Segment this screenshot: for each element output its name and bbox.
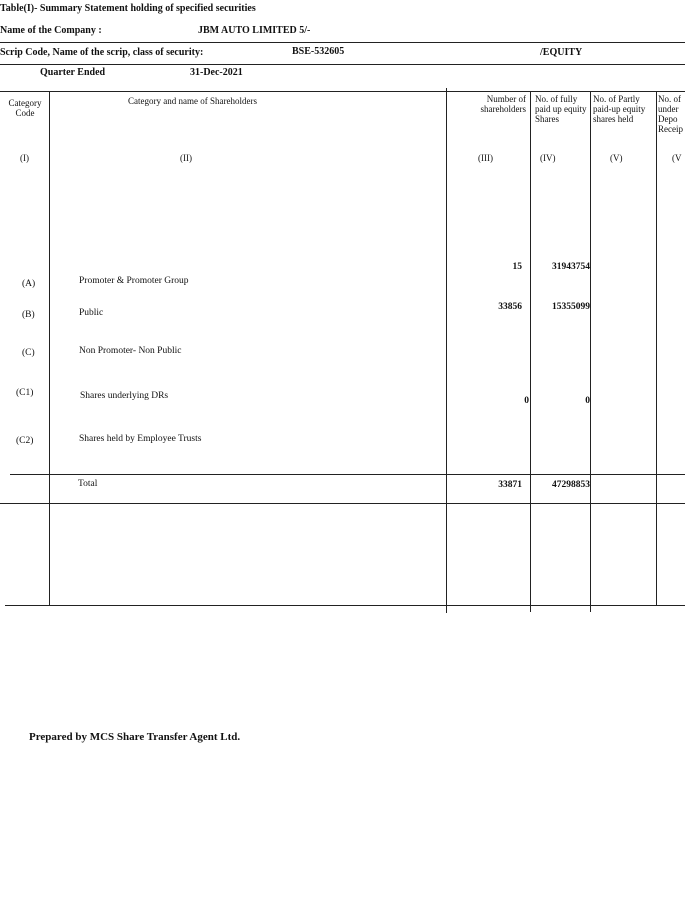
row-name: Non Promoter- Non Public <box>79 346 182 356</box>
total-holders: 33871 <box>498 480 522 490</box>
col-numeral: (III) <box>478 153 493 163</box>
col-header-partly-paid: No. of Partly paid-up equity shares held <box>593 94 646 124</box>
col-numeral: (I) <box>20 153 29 163</box>
row-code: (C) <box>22 348 35 358</box>
col-divider <box>446 88 447 613</box>
col-header-category-code: Category Code <box>8 98 42 118</box>
prepared-by: Prepared by MCS Share Transfer Agent Ltd. <box>29 731 241 743</box>
col-numeral: (V <box>672 153 682 163</box>
table-bottom-border <box>5 605 685 606</box>
row-name: Public <box>79 308 104 318</box>
col-header-num-shareholders: Number of shareholders <box>480 94 526 114</box>
row-code: (A) <box>22 279 36 289</box>
scrip-label: Scrip Code, Name of the scrip, class of security: <box>0 47 204 58</box>
col-divider <box>590 91 591 612</box>
total-bottom-border <box>0 503 685 504</box>
col-numeral: (IV) <box>540 153 556 163</box>
scrip-code: BSE-532605 <box>292 46 345 57</box>
row-name: Promoter & Promoter Group <box>79 276 189 286</box>
row-shares: 31943754 <box>552 262 590 272</box>
col-numeral: (II) <box>180 153 192 163</box>
col-divider <box>49 91 50 606</box>
company-value: JBM AUTO LIMITED 5/- <box>198 25 311 36</box>
total-label: Total <box>78 479 98 489</box>
col-header-fully-paid: No. of fully paid up equity Shares <box>535 94 587 124</box>
divider <box>0 42 685 43</box>
col-header-category-name: Category and name of Shareholders <box>128 96 257 106</box>
col-header-depository: No. of under Depo Receip <box>658 94 683 134</box>
row-code: (B) <box>22 310 35 320</box>
total-top-border <box>10 474 685 475</box>
quarter-label: Quarter Ended <box>40 67 106 78</box>
row-holders: 33856 <box>498 302 522 312</box>
row-holders: 15 <box>512 262 522 272</box>
security-class: /EQUITY <box>540 47 583 58</box>
divider <box>0 64 685 65</box>
row-shares: 0 <box>585 396 590 406</box>
row-code: (C1) <box>16 388 34 398</box>
col-divider <box>656 91 657 606</box>
col-divider <box>530 91 531 612</box>
row-name: Shares underlying DRs <box>80 391 169 401</box>
quarter-value: 31-Dec-2021 <box>190 67 243 78</box>
table-title: Table(I)- Summary Statement holding of specified securities <box>0 3 256 14</box>
col-numeral: (V) <box>610 153 623 163</box>
company-label: Name of the Company : <box>0 25 102 36</box>
row-holders: 0 <box>524 396 529 406</box>
row-shares: 15355099 <box>552 302 590 312</box>
table-top-border <box>0 91 685 92</box>
row-code: (C2) <box>16 436 34 446</box>
total-shares: 47298853 <box>552 480 590 490</box>
row-name: Shares held by Employee Trusts <box>79 434 202 444</box>
